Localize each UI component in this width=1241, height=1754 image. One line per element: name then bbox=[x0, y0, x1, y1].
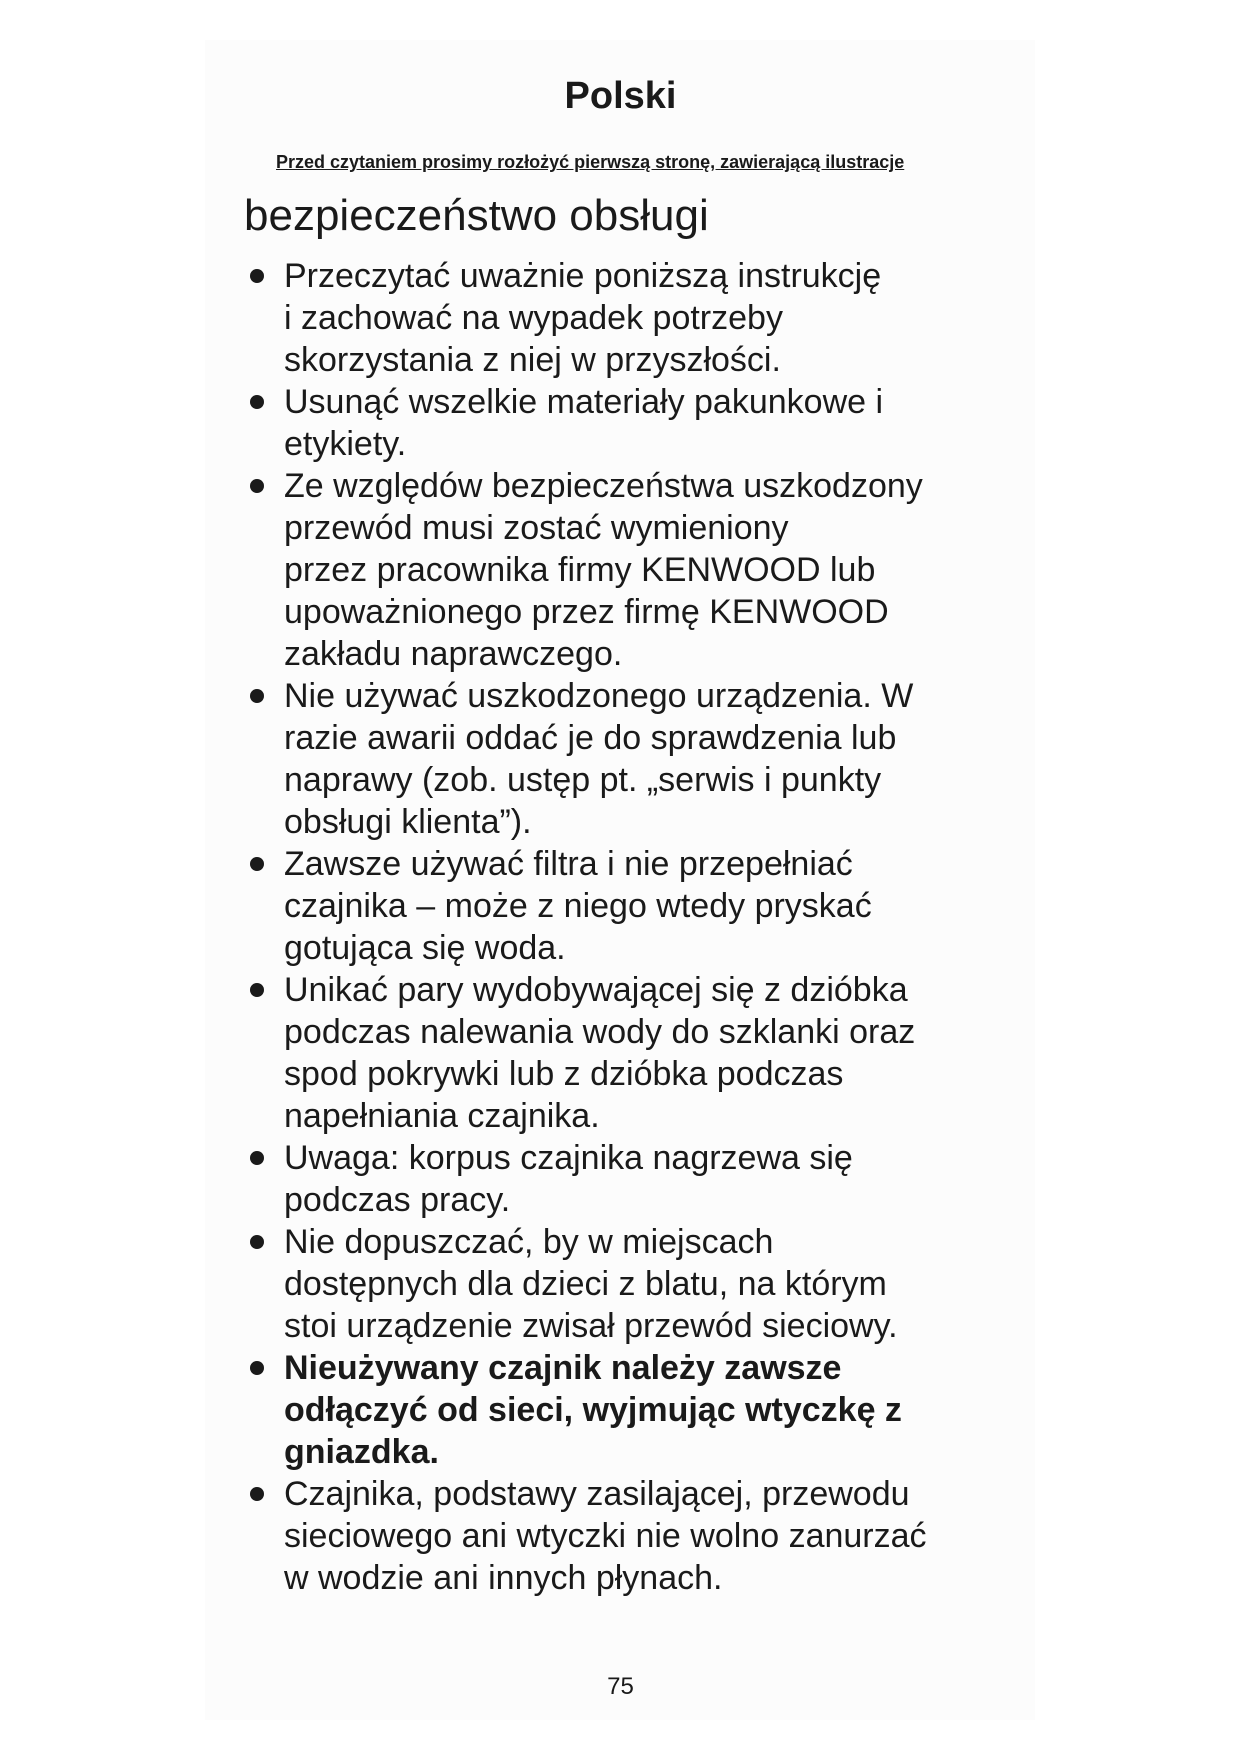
bullet-line: podczas nalewania wody do szklanki oraz bbox=[284, 1013, 916, 1051]
bullet-line: i zachować na wypadek potrzeby bbox=[284, 299, 783, 337]
bullet-icon bbox=[250, 1361, 264, 1375]
bullet-icon bbox=[250, 1151, 264, 1165]
bullet-line: gotująca się woda. bbox=[284, 929, 566, 967]
bullet-line: Zawsze używać filtra i nie przepełniać bbox=[284, 845, 853, 883]
bullet-line: Usunąć wszelkie materiały pakunkowe i bbox=[284, 383, 884, 421]
bullet-line: obsługi klienta”). bbox=[284, 803, 532, 841]
bullet-icon bbox=[250, 395, 264, 409]
bullet-icon bbox=[250, 1487, 264, 1501]
bullet-icon bbox=[250, 479, 264, 493]
bullet-icon bbox=[250, 1235, 264, 1249]
list-item bbox=[244, 675, 1004, 843]
bullet-line: dostępnych dla dzieci z blatu, na którym bbox=[284, 1265, 887, 1303]
bullet-line: Nieużywany czajnik należy zawsze bbox=[284, 1349, 842, 1387]
bullet-icon bbox=[250, 983, 264, 997]
list-item bbox=[244, 843, 1004, 969]
list-item bbox=[244, 465, 1004, 675]
bullet-line: Czajnika, podstawy zasilającej, przewodu bbox=[284, 1475, 910, 1513]
bullet-icon bbox=[250, 269, 264, 283]
bullet-line: naprawy (zob. ustęp pt. „serwis i punkty bbox=[284, 761, 882, 799]
page-number: 75 bbox=[607, 1673, 634, 1700]
bullet-icon bbox=[250, 689, 264, 703]
bullet-line: etykiety. bbox=[284, 425, 407, 463]
list-item bbox=[244, 1137, 1004, 1221]
bullet-line: Nie używać uszkodzonego urządzenia. W bbox=[284, 677, 914, 715]
bullet-line: Unikać pary wydobywającej się z dzióbka bbox=[284, 971, 908, 1009]
bullet-line: przez pracownika firmy KENWOOD lub bbox=[284, 551, 876, 589]
bullet-line: spod pokrywki lub z dzióbka podczas bbox=[284, 1055, 844, 1093]
bullet-line: czajnika – może z niego wtedy pryskać bbox=[284, 887, 872, 925]
bullet-line: zakładu naprawczego. bbox=[284, 635, 623, 673]
bullet-line: gniazdka. bbox=[284, 1433, 439, 1471]
bullet-line: Uwaga: korpus czajnika nagrzewa się bbox=[284, 1139, 853, 1177]
bullet-line: skorzystania z niej w przyszłości. bbox=[284, 341, 781, 379]
language-title: Polski bbox=[564, 75, 677, 117]
list-item bbox=[244, 1221, 1004, 1347]
list-item bbox=[244, 1347, 1004, 1473]
section-title: bezpieczeństwo obsługi bbox=[244, 191, 709, 240]
bullet-line: napełniania czajnika. bbox=[284, 1097, 600, 1135]
safety-bullet-list bbox=[244, 255, 1004, 1599]
list-item bbox=[244, 381, 1004, 465]
list-item bbox=[244, 255, 1004, 381]
bullet-line: przewód musi zostać wymieniony bbox=[284, 509, 789, 547]
bullet-line: w wodzie ani innych płynach. bbox=[284, 1559, 723, 1597]
bullet-line: upoważnionego przez firmę KENWOOD bbox=[284, 593, 889, 631]
list-item bbox=[244, 969, 1004, 1137]
bullet-line: odłączyć od sieci, wyjmując wtyczkę z bbox=[284, 1391, 902, 1429]
bullet-line: razie awarii oddać je do sprawdzenia lub bbox=[284, 719, 897, 757]
fold-out-notice: Przed czytaniem prosimy rozłożyć pierwszą stronę, zawierającą ilustracje bbox=[276, 152, 905, 172]
bullet-line: Nie dopuszczać, by w miejscach bbox=[284, 1223, 774, 1261]
bullet-line: Przeczytać uważnie poniższą instrukcję bbox=[284, 257, 882, 295]
bullet-line: podczas pracy. bbox=[284, 1181, 511, 1219]
bullet-line: stoi urządzenie zwisał przewód sieciowy. bbox=[284, 1307, 898, 1345]
list-item bbox=[244, 1473, 1004, 1599]
bullet-line: Ze względów bezpieczeństwa uszkodzony bbox=[284, 467, 923, 505]
bullet-line: sieciowego ani wtyczki nie wolno zanurzać bbox=[284, 1517, 927, 1555]
bullet-icon bbox=[250, 857, 264, 871]
